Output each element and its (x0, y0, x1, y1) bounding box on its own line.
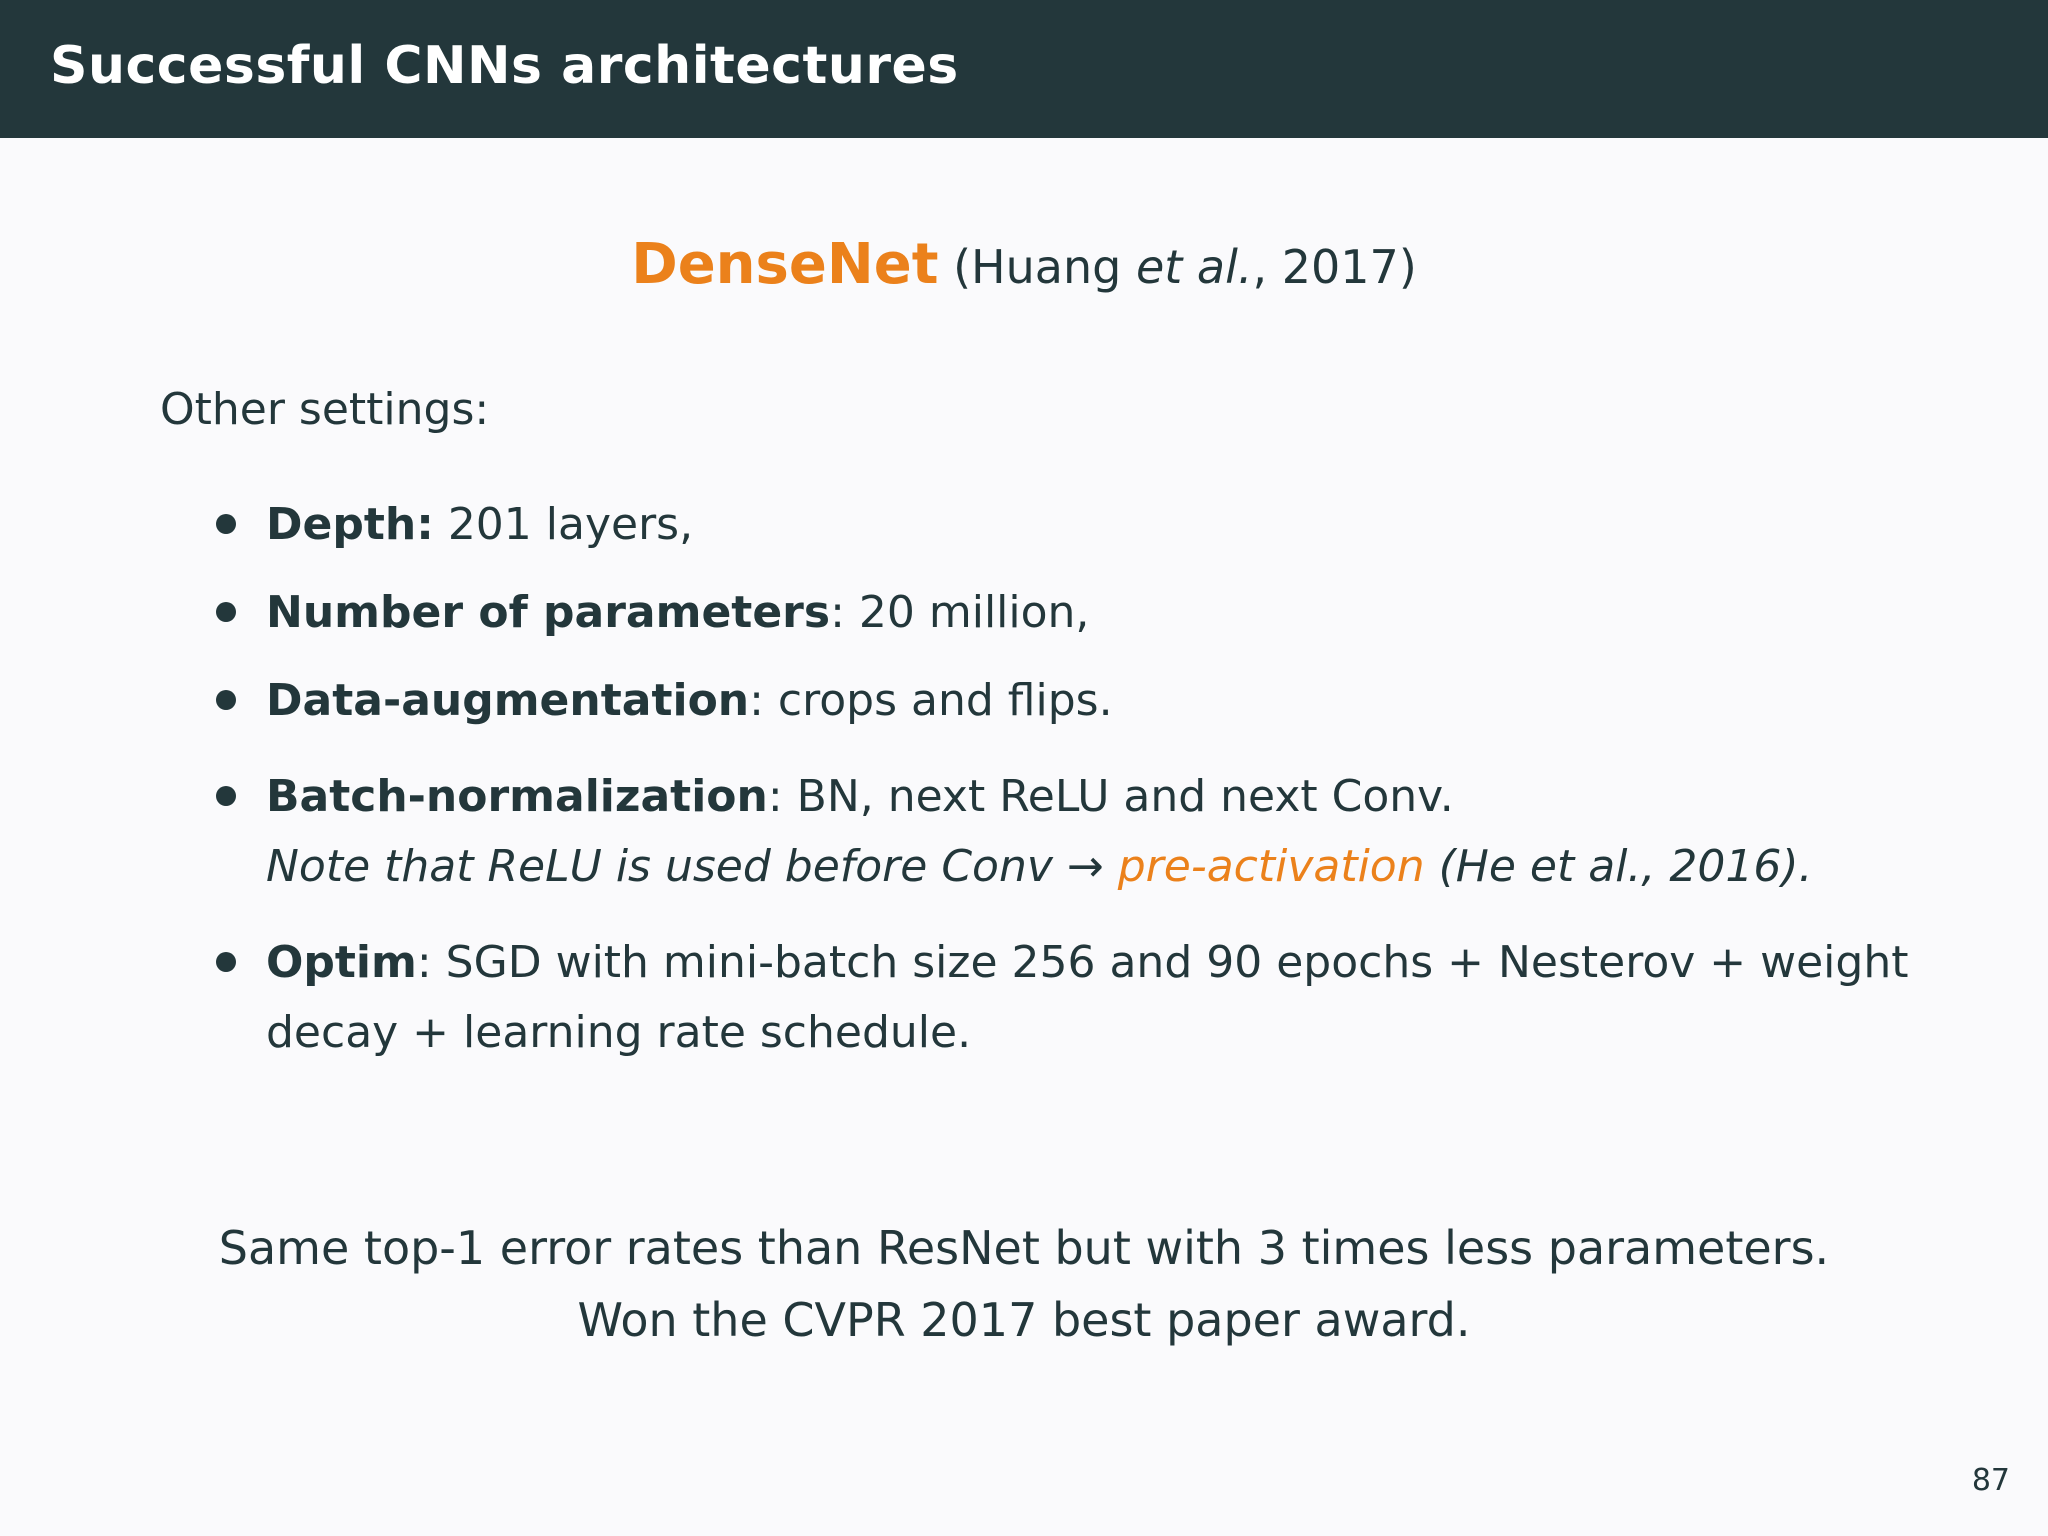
conclusion-line-1: Same top-1 error rates than ResNet but with 3 times less parameters. (218, 1221, 1830, 1275)
bullet-text: 201 layers, (433, 499, 694, 550)
bullet-label: Data-augmentation (266, 675, 750, 726)
note-suffix: (He et al., 2016). (1424, 841, 1813, 892)
bullet-label: Number of parameters (266, 587, 831, 638)
bullet-dot (216, 690, 236, 710)
settings-list (210, 490, 1910, 1086)
conclusion-line-2: Won the CVPR 2017 best paper award. (577, 1293, 1471, 1347)
bullet-dot (216, 602, 236, 622)
intro-text: Other settings: (160, 384, 490, 435)
list-item-parameters (210, 578, 1910, 648)
citation-italic: et al. (1135, 240, 1253, 294)
frame-title: Successful CNNs architectures (50, 36, 959, 96)
section-heading (0, 232, 2048, 297)
bullet-text: : 20 million, (830, 587, 1090, 638)
bullet-label: Optim (266, 937, 417, 988)
model-name: DenseNet (631, 232, 939, 297)
bullet-dot (216, 952, 236, 972)
page-number: 87 (1971, 1463, 2010, 1498)
list-item-depth (210, 490, 1910, 560)
list-item-data-augmentation (210, 666, 1910, 736)
list-item-batch-normalization (210, 762, 1910, 902)
bullet-label: Depth: (266, 499, 434, 550)
bullet-dot (216, 786, 236, 806)
citation-prefix: (Huang (938, 240, 1136, 294)
list-item-optim (210, 928, 1910, 1068)
citation-suffix: , 2017) (1252, 240, 1417, 294)
bullet-text: : SGD with mini-batch size 256 and 90 epochs + Nesterov + weight decay + learning rate schedule. (266, 937, 1909, 1058)
note-accent: pre-activation (1117, 841, 1425, 892)
bullet-label: Batch-normalization (266, 771, 768, 822)
frame-title-bar (0, 0, 2048, 138)
bullet-text: : crops and flips. (749, 675, 1113, 726)
bullet-text: : BN, next ReLU and next Conv. (767, 771, 1454, 822)
conclusion (0, 1212, 2048, 1356)
bullet-dot (216, 514, 236, 534)
batch-norm-note (266, 832, 1910, 902)
note-prefix: Note that ReLU is used before Conv → (266, 841, 1118, 892)
